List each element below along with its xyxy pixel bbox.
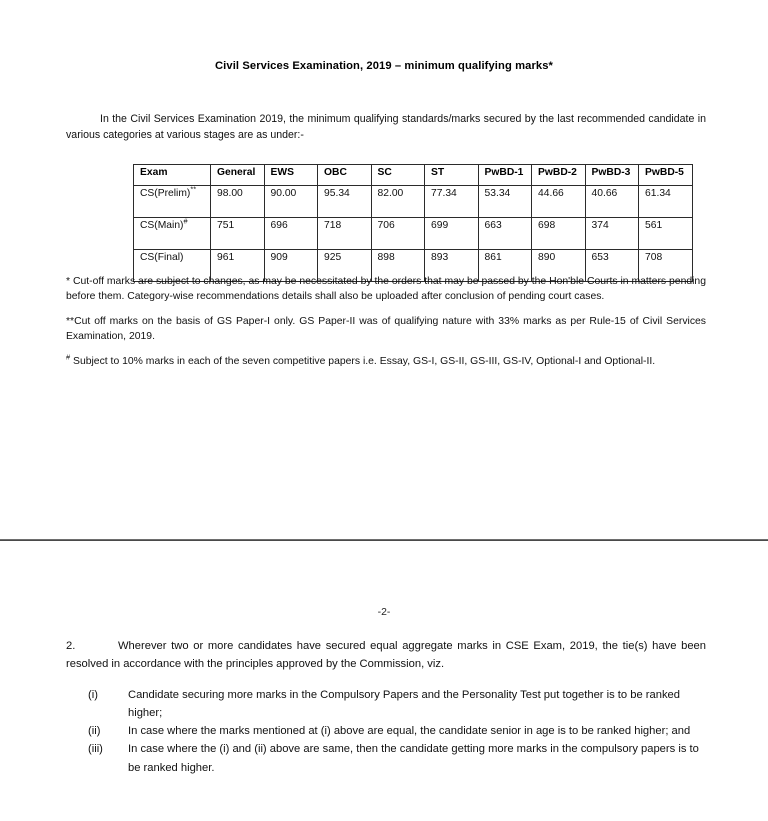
page-title: Civil Services Examination, 2019 – minimum qualifying marks* (214, 60, 554, 72)
tie-breaking-principles-list (88, 686, 708, 777)
cell-final-pwbd3: 653 (585, 250, 639, 282)
cell-prelim-pwbd1: 53.34 (478, 186, 532, 218)
cell-main-pwbd2: 698 (532, 218, 586, 250)
column-header-sc: SC (371, 165, 425, 186)
list-item (88, 686, 708, 722)
column-header-ews: EWS (264, 165, 318, 186)
list-item-marker: (ii) (88, 725, 101, 738)
cell-prelim-sc: 82.00 (371, 186, 425, 218)
cell-final-st: 893 (425, 250, 479, 282)
exam-name: CS(Final) (140, 252, 184, 263)
column-header-obc: OBC (318, 165, 372, 186)
cell-final-pwbd1: 861 (478, 250, 532, 282)
cell-main-pwbd5: 561 (639, 218, 693, 250)
marks-table-container (133, 164, 691, 282)
cell-main-ews: 696 (264, 218, 318, 250)
footnote-double-asterisk (66, 314, 706, 345)
column-header-pwbd5: PwBD-5 (639, 165, 693, 186)
cell-final-ews: 909 (264, 250, 318, 282)
list-item-marker: (iii) (88, 743, 103, 756)
column-header-general: General (211, 165, 265, 186)
cell-prelim-general: 98.00 (211, 186, 265, 218)
row-label-main (134, 218, 211, 250)
table-header-row (134, 165, 693, 186)
cell-final-general: 961 (211, 250, 265, 282)
cell-main-pwbd1: 663 (478, 218, 532, 250)
cell-main-st: 699 (425, 218, 479, 250)
cell-prelim-obc: 95.34 (318, 186, 372, 218)
exam-superscript: ** (190, 185, 197, 194)
list-item-text: In case where the marks mentioned at (i) above are equal, the candidate senior in age is to be ranked higher; and (128, 725, 691, 738)
cell-main-general: 751 (211, 218, 265, 250)
clause-number: 2. (66, 640, 76, 652)
exam-name: CS(Main) (140, 220, 184, 231)
cell-final-sc: 898 (371, 250, 425, 282)
list-item (88, 722, 708, 740)
page-number-marker: -2- (377, 607, 391, 618)
footnote-marker: # (66, 352, 71, 362)
clause-text: Wherever two or more candidates have secured equal aggregate marks in CSE Exam, 2019, the tie(s) have been resolved in accordance with the principles approved by the Commission, viz. (66, 640, 706, 671)
column-header-pwbd1: PwBD-1 (478, 165, 532, 186)
exam-superscript: # (183, 217, 188, 226)
cell-main-obc: 718 (318, 218, 372, 250)
list-item-marker: (i) (88, 689, 98, 701)
column-header-exam: Exam (134, 165, 211, 186)
footnote-marker: * (66, 276, 71, 287)
row-label-prelim (134, 186, 211, 218)
cell-prelim-pwbd5: 61.34 (639, 186, 693, 218)
list-item-text: Candidate securing more marks in the Compulsory Papers and the Personality Test put together is to be ranked higher; (128, 689, 681, 720)
list-item-text: In case where the (i) and (ii) above are same, then the candidate getting more marks in the compulsory papers is to be ranked higher. (128, 743, 699, 774)
clause-2-paragraph (66, 637, 706, 673)
cell-prelim-ews: 90.00 (264, 186, 318, 218)
column-header-pwbd2: PwBD-2 (532, 165, 586, 186)
intro-paragraph: In the Civil Services Examination 2019, the minimum qualifying standards/marks secured by the last recommended candidate in various categories at various stages are as under:- (66, 113, 706, 141)
page-break-divider (0, 539, 768, 541)
footnote-marker: ** (66, 316, 75, 327)
footnote-text: Cut-off marks are subject to changes, as may be necessitated by the orders that may be passed by the Hon'ble Courts in matters pending before them. Category-wise recommendations details shall also be uploaded after conclusion of pending court cases. (66, 276, 706, 303)
cell-final-pwbd5: 708 (639, 250, 693, 282)
list-item (88, 740, 708, 776)
footnote-asterisk (66, 274, 706, 305)
cell-prelim-pwbd3: 40.66 (585, 186, 639, 218)
cell-prelim-pwbd2: 44.66 (532, 186, 586, 218)
cell-final-obc: 925 (318, 250, 372, 282)
table-row (134, 186, 693, 218)
minimum-qualifying-marks-table (133, 164, 693, 282)
footnote-hash (66, 354, 706, 369)
cell-main-sc: 706 (371, 218, 425, 250)
column-header-st: ST (425, 165, 479, 186)
exam-name: CS(Prelim) (140, 188, 191, 199)
column-header-pwbd3: PwBD-3 (585, 165, 639, 186)
footnote-text: Subject to 10% marks in each of the seven competitive papers i.e. Essay, GS-I, GS-II, GS-III, GS-IV, Optional-I and Optional-II. (70, 356, 656, 367)
cell-final-pwbd2: 890 (532, 250, 586, 282)
cell-prelim-st: 77.34 (425, 186, 479, 218)
footnote-text: Cut off marks on the basis of GS Paper-I only. GS Paper-II was of qualifying nature with 33% marks as per Rule-15 of Civil Services Examination, 2019. (66, 316, 706, 343)
table-row (134, 218, 693, 250)
cell-main-pwbd3: 374 (585, 218, 639, 250)
